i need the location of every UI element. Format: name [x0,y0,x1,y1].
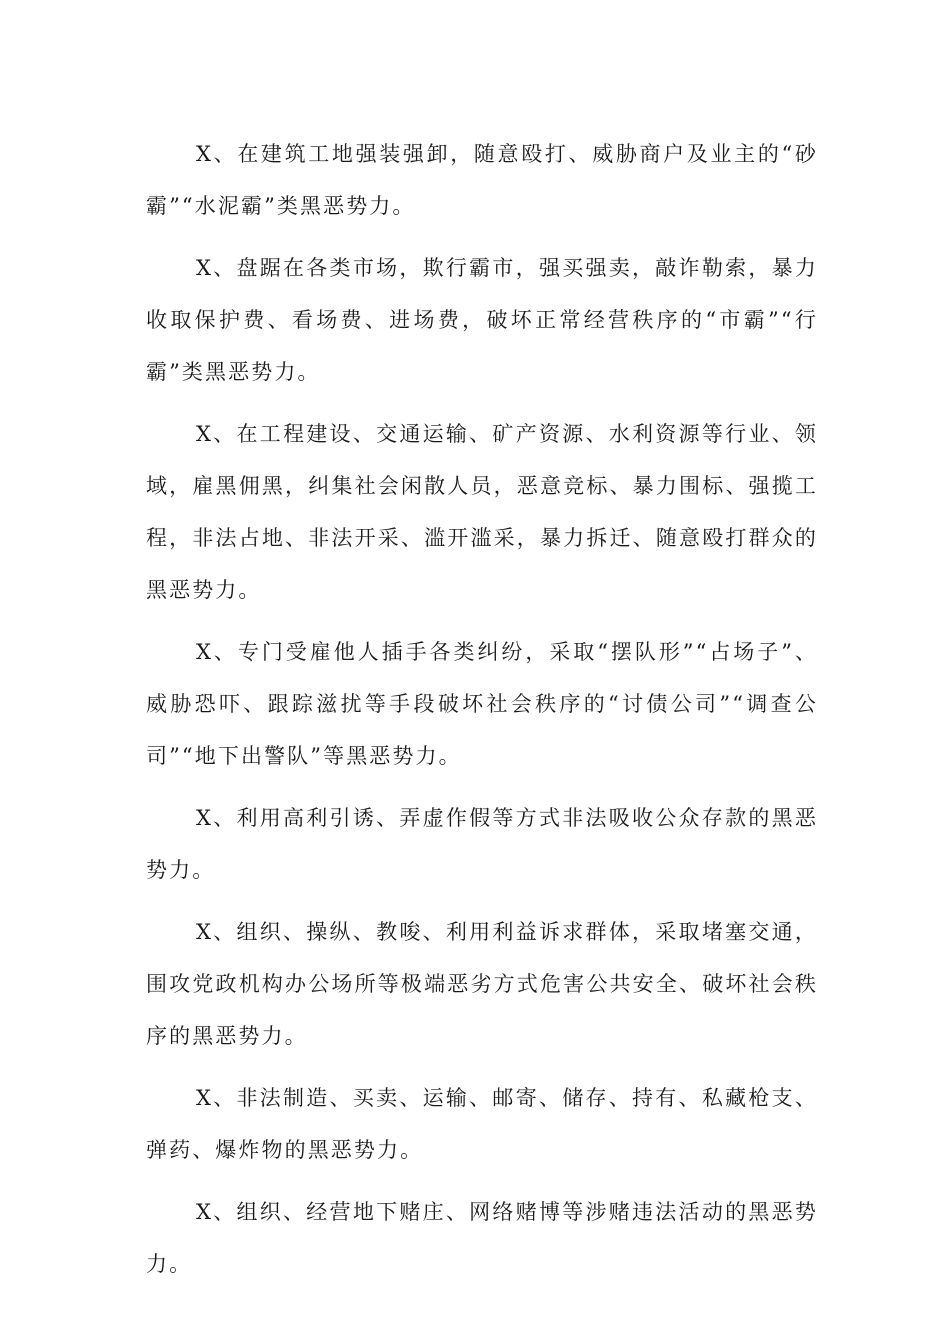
paragraph-gambling: X、组织、经营地下赌庄、网络赌博等涉赌违法活动的黑恶势力。 [146,1200,818,1276]
paragraph-petition-groups: X、组织、操纵、教唆、利用利益诉求群体，采取堵塞交通，围攻党政机构办公场所等极端恶劣方式危害公共安全、破坏社会秩序的黑恶势力。 [146,920,818,1048]
paragraph-sand-tyrant: X、在建筑工地强装强卸，随意殴打、威胁商户及业主的“砂霸”“水泥霸”类黑恶势力。 [146,142,818,218]
paragraph-debt-collection: X、专门受雇他人插手各类纠纷，采取“摆队形”“占场子”、威胁恐吓、跟踪滋扰等手段破坏社会秩序的“讨债公司”“调查公司”“地下出警队”等黑恶势力。 [146,640,818,768]
document-body [146,128,818,1300]
paragraph-construction-sector: X、在工程建设、交通运输、矿产资源、水利资源等行业、领域，雇黑佣黑，纠集社会闲散人员，恶意竞标、暴力围标、强揽工程，非法占地、非法开采、滥开滥采，暴力拆迁、随意殴打群众的黑恶势力。 [146,422,818,602]
paragraph-market-tyrant: X、盘踞在各类市场，欺行霸市，强买强卖，敲诈勒索，暴力收取保护费、看场费、进场费，破坏正常经营秩序的“市霸”“行霸”类黑恶势力。 [146,256,818,384]
paragraph-illegal-deposits: X、利用高利引诱、弄虚作假等方式非法吸收公众存款的黑恶势力。 [146,806,818,882]
paragraph-firearms: X、非法制造、买卖、运输、邮寄、储存、持有、私藏枪支、弹药、爆炸物的黑恶势力。 [146,1086,818,1162]
